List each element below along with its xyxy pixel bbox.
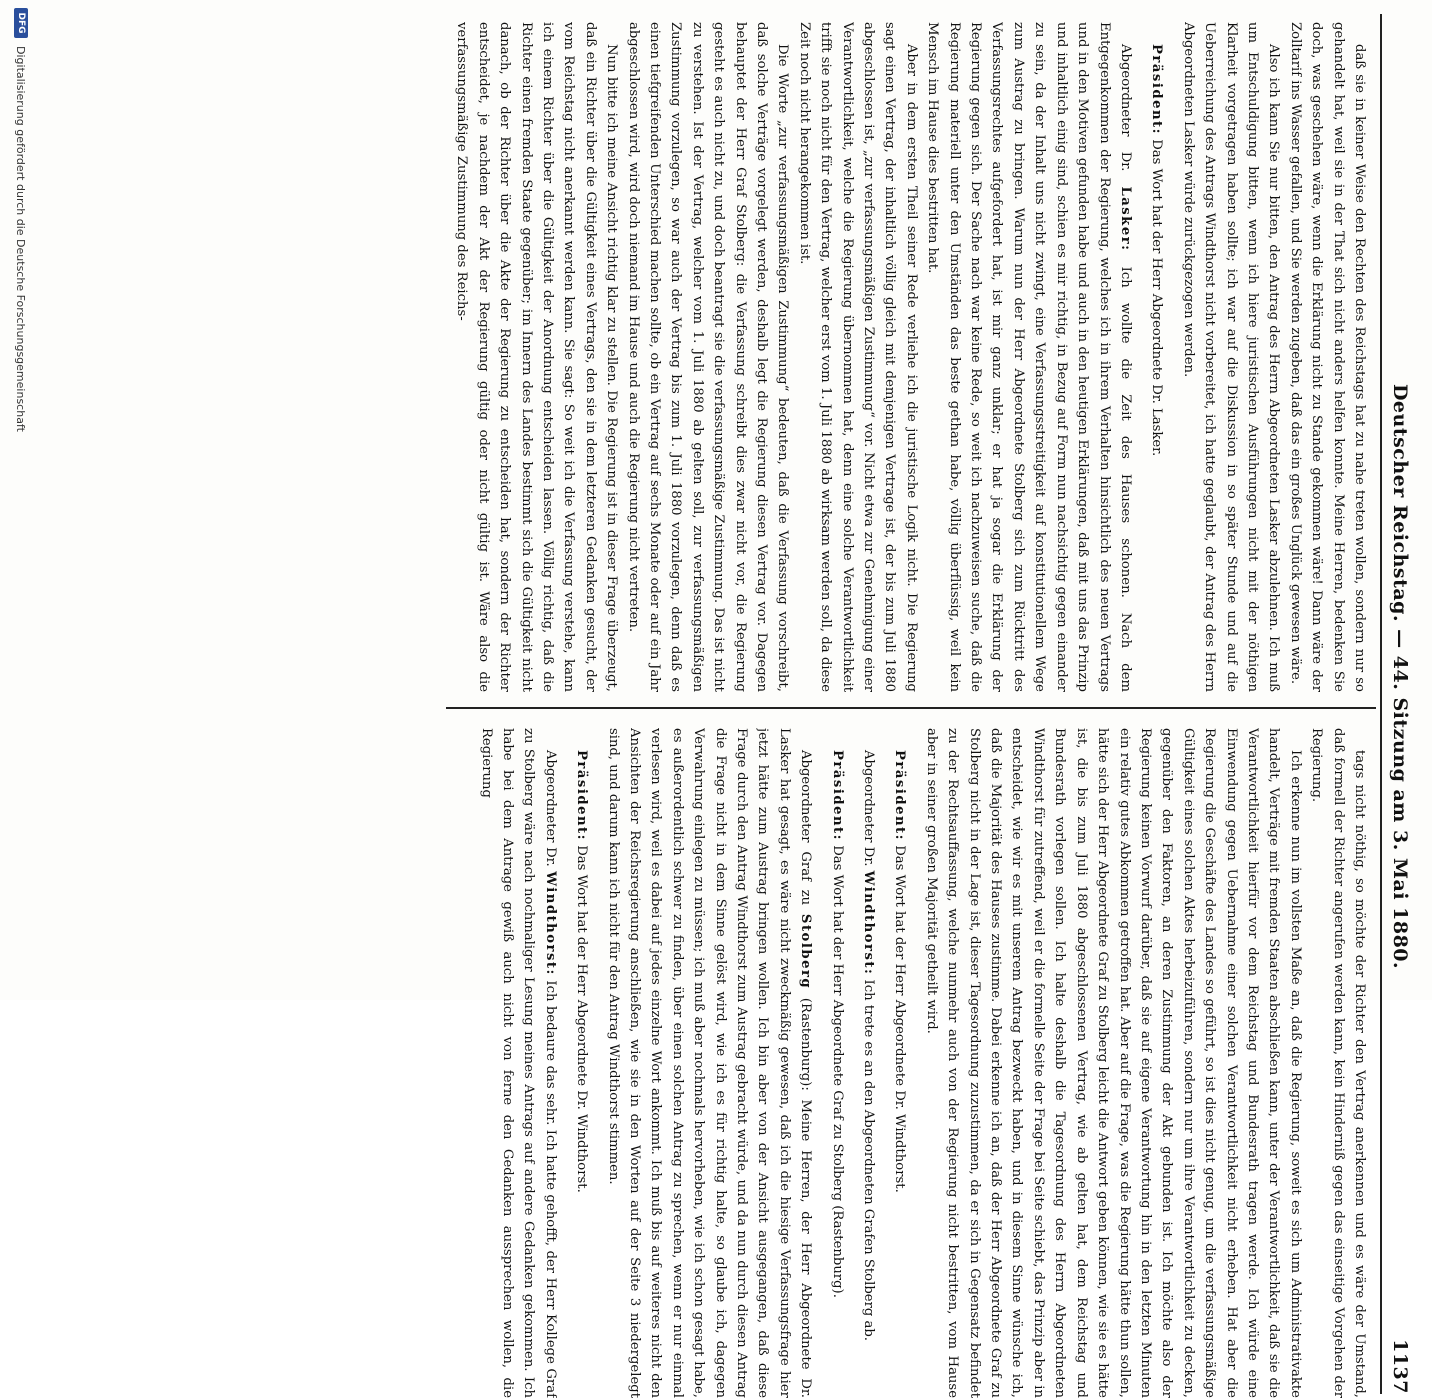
- speaker-label: Präsident:: [829, 750, 845, 842]
- remark-text: Das Wort hat der Herr Abgeordnete Dr. Windthorst.: [574, 845, 590, 1193]
- paragraph: Nun bitte ich meine Ansicht richtig klar zu stellen. Die Regierung ist in dieser Frage überzeugt, daß ein Richter über die Gültigkeit eines Vertrags, den sie in dem letzteren Gedanken gesucht, der vom Reichstag nicht anerkannt werden kann. Sie sagt: So weit ich die Verfassung verstehe, kann ich einem Richter über die Gültigkeit der Anordnung entscheiden lassen. Völlig richtig, daß die Richter einen fremden Staate gegenüber; im Innern des Landes bestimmt sich die Gültigkeit nicht danach, ob der Richter über die Akte der Regierung zu entscheiden hat, sondern der Richter entscheidet, je nachdem der Akt der Regierung gültig oder nicht gültig ist. Wäre also die verfassungsmäßige Zustimmung des Reichs-: [454, 22, 620, 692]
- dfg-logo-icon: DFG: [14, 8, 28, 38]
- speech: [922, 22, 1136, 692]
- right-column: [450, 728, 1370, 1398]
- paragraph: Die Worte „zur verfassungsmäßigen Zustimmung“ bedeuten, daß die Verfassung vorschreibt, daß solche Verträge vorgelegt werden, deshalb legt die Regierung diesen Vertrag vor. Dagegen behauptet der Herr Graf Stolberg: die Verfassung schreibt dies zwar nicht vor, die Regierung gesteht es auch nicht zu, und doch beantragt sie die verfassungsmäßige Zustimmung. Das ist nicht zu verstehen. Ist der Vertrag, welcher vom 1. Juli 1880 ab gelten soll, zur verfassungsmäßigen Zustimmung vorzulegen, so war auch der Vertrag bis zum 1. Juli 1880 vorzulegen, denn daß es einen tiefgreifenden Unterschied machen sollte, ob ein Vertrag auf sechs Monate oder auf ein Jahr abgeschlossen wird, wird doch niemand im Hause und auch die Regierung nicht vertreten.: [625, 22, 791, 692]
- speaker-suffix: (Rastenburg):: [798, 997, 814, 1091]
- page-number: 1137: [1389, 1339, 1411, 1394]
- speaker-intro: Abgeordneter Dr.: [861, 750, 877, 867]
- paragraph: Ich erkenne nun im vollsten Maße an, daß die Regierung, soweit es sich um Administrativakte handelt, Verträge mit fremden Staaten abschließen kann, unter der Verantwortlichkeit, daß sie die Verantwortlichkeit hierfür vor dem Reichstag und Bundesrath tragen werde. Ich würde eine Einwendung gegen Uebernahme einer solchen Verantwortlichkeit nicht erheben. Hat aber die Regierung die Geschäfte des Landes so geführt, so ist dies nicht genug, um die verfassungsmäßige Gültigkeit eines solchen Aktes herbeizuführen, sondern nur um ihre Verantwortlichkeit zu decken, gegenüber den Faktoren, an deren Zustimmung der Akt gebunden ist. Ich möchte also der Regierung keinen Vorwurf darüber, daß sie auf eigene Verantwortung hin in den letzten Minuten ein relativ gutes Abkommen getroffen hat. Aber auf die Frage, was die Regierung hätte thun sollen, hätte sich der Herr Abgeordnete Graf zu Stolberg leicht die Antwort geben können, wie sie es hätte ist, die bis zum Juli 1880 abgeschlossenen Vertrag, wie ab gelten hat, dem Reichstag und Bundesrath vorlegen sollen. Ich halte deshalb die Tagesordnung des Herrn Abgeordneten Windthorst für zutreffend, weil er die formelle Seite der Frage bei Seite schiebt, das Prinzip aber in entscheidet, wie wir es mit unserem Antrag bezweckt haben, und in diesem Sinne wünsche ich, daß die Majorität des Hauses zustimme. Dabei erkenne ich an, daß der Herr Abgeordnete Graf zu Stolberg nicht in der Lage ist, dieser Tagesordnung zuzustimmen, da er sich in Gegensatz befindet zu der Rechtsauffassung, welche nunmehr auch von der Regierung nicht bestritten, vom Hause aber in seiner großen Majorität getheilt wird.: [923, 728, 1303, 1398]
- paragraph: tags nicht nöthig, so möchte der Richter den Vertrag anerkennen und es wäre der Umstand, daß formell der Richter angerufen werden kann, kein Hinderniß gegen das einseitige Vorgehen der Regierung.: [1309, 728, 1367, 1398]
- paragraph: Also ich kann Sie nur bitten, den Antrag des Herrn Abgeordneten Lasker abzulehnen. Ich muß um Entschuldigung bitten, wenn ich hiere juristischen Ausführungen nicht mit der nöthigen Klarheit vorgetragen haben sollte; ich war auf die Diskussion in so später Stunde und auf die Ueberreichung des Antrags Windthorst nicht vorbereitet, ich hatte geglaubt, der Antrag des Herrn Abgeordneten Lasker würde zurückgezogen werden.: [1180, 22, 1282, 692]
- column-divider: [446, 707, 1376, 709]
- speaker-intro: Abgeordneter Graf zu: [798, 750, 814, 906]
- speaker-label: Präsident:: [1149, 44, 1165, 136]
- paragraph: daß sie in keiner Weise den Rechten des Reichstags hat zu nahe treten wollen, sondern nur so gehandelt hat, weil sie in der That sich nicht anders helfen konnte. Meine Herren, bedenken Sie doch, was geschehen wäre, wenn die Erklärung nicht zu Stande gekommen wäre! Dann wäre der Zolltarif ins Wasser gefallen, und Sie werden zugeben, daß das ein großes Unglück gewesen wäre.: [1287, 22, 1367, 692]
- speaker-intro: Abgeordneter Dr.: [1117, 44, 1133, 172]
- remark-text: Das Wort hat der Herr Abgeordnete Dr. Windthorst.: [892, 845, 908, 1193]
- paragraph: Aber in dem ersten Theil seiner Rede verliehe ich die juristische Logik nicht. Die Regierung sagt einen Vertrag, der inhaltlich völlig gleich mit demjenigen Vertrage ist, der bis zum Juli 1880 abgeschlossen ist, „zur verfassungsmäßigen Zustimmung“ vor. Nicht etwa zur Genehmigung einer Verantwortlichkeit, welche die Regierung übernommen hat, denn eine solche Verantwortlichkeit trifft sie noch nicht für den Vertrag, welcher erst vom 1. Juli 1880 ab wirksam werden soll, da diese Zeit noch nicht herangekommen ist.: [796, 22, 919, 692]
- president-remark: [826, 728, 847, 1398]
- speech-text: Ich trete es an den Abgeordneten Grafen Stolberg ab.: [861, 979, 877, 1341]
- digitization-credit: [10, 0, 32, 1008]
- speech-text: Meine Herren, der Herr Abgeordnete Dr. Lasker hat gesagt, es wäre nicht zweckmäßig gewesen, daß ich die hiesige Verfassungsfrage hier jetzt hätte zum Austrag bringen wollen. Ich bin aber von der Ansicht ausgegangen, daß diese Frage durch den Antrag Windthorst zum Austrag gebracht würde, und da nun durch diesen Antrag die Frage nicht in dem Sinne gelöst wird, wie ich es für richtig halte, so glaube ich, dagegen Verwahrung einlegen zu müssen; ich muß aber nochmals hervorheben, wie ich schon gesagt habe, es außerordentlich schwer zu finden, über einen solchen Antrag zu sprechen, wenn er nur einmal verlesen wird, weil es dabei auf jedes einzelne Wort ankommt. Ich muß bis auf weiteres nicht den Ansichten der Reichsregierung anschließen, wie sie in den Worten auf der Seite 3 niedergelegt sind, und darum kann ich nicht für den Antrag Windthorst stimmen.: [605, 728, 814, 1398]
- left-column: [450, 22, 1370, 692]
- speaker-label: Präsident:: [574, 750, 590, 842]
- speaker-label: Präsident:: [892, 750, 908, 842]
- speaker-intro: Abgeordneter Dr.: [542, 750, 558, 867]
- speech: [858, 728, 879, 1398]
- speaker-name: Windthorst:: [861, 870, 877, 976]
- speech: [602, 728, 816, 1398]
- remark-text: Das Wort hat der Herr Abgeordnete Dr. Lasker.: [1149, 139, 1165, 457]
- header-rule: [1380, 14, 1382, 1394]
- remark-text: Das Wort hat der Herr Abgeordnete Graf zu Stolberg (Rastenburg).: [829, 845, 845, 1298]
- speaker-name: Lasker:: [1117, 186, 1133, 252]
- speech: [475, 728, 561, 1398]
- speech-text: Ich wollte die Zeit des Hauses schonen. Nach dem Entgegenkommen der Regierung, welches ich in ihrem Verhalten hinsichtlich des neuen Vertrags und in den Motiven gefunden habe und auch in den heutigen Erklärungen, daß mit uns das Prinzip und inhaltlich einig sind, schien es mir richtig, in Bezug auf Form nun nachsichtig gegen einander zu sein, da der Inhalt uns nicht zwingt, eine Verfassungsstreitigkeit auf konstitutionellem Wege zum Austrag zu bringen. Warum nun der Herr Abgeordnete Stolberg sich zum Rücktritt des Verfassungsrechtes aufgefordert hat, ist mir ganz unklar; er hat ja sogar die Erklärung der Regierung gegen sich. Der Sache nach war keine Rede, so weit ich nachzuweisen suche, daß die Regierung materiell unter den Umständen das beste gethan habe, völlig überflüssig, weil kein Mensch im Hause dies bestritten hat.: [925, 22, 1133, 692]
- president-remark: [889, 728, 910, 1398]
- running-header: [1386, 14, 1414, 1394]
- header-title: Deutscher Reichstag. — 44. Sitzung am 3. Mai 1880.: [1389, 383, 1411, 970]
- speaker-name: Stolberg: [798, 913, 814, 990]
- credit-text: Digitalisierung gefördert durch die Deutsche Forschungsgemeinschaft: [14, 46, 28, 432]
- speech-text: Ich bedaure das sehr. Ich hatte gehofft, der Herr Kollege Graf zu Stolberg wäre nach nochmaliger Lesung meines Antrags auf andere Gedanken gekommen. Ich habe bei dem Antrage gewiß auch nicht von ferne den Gedanken aussprechen wollen, die Regierung: [478, 728, 558, 1398]
- speaker-name: Windthorst:: [542, 871, 558, 976]
- president-remark: [571, 728, 592, 1398]
- president-remark: [1146, 22, 1167, 692]
